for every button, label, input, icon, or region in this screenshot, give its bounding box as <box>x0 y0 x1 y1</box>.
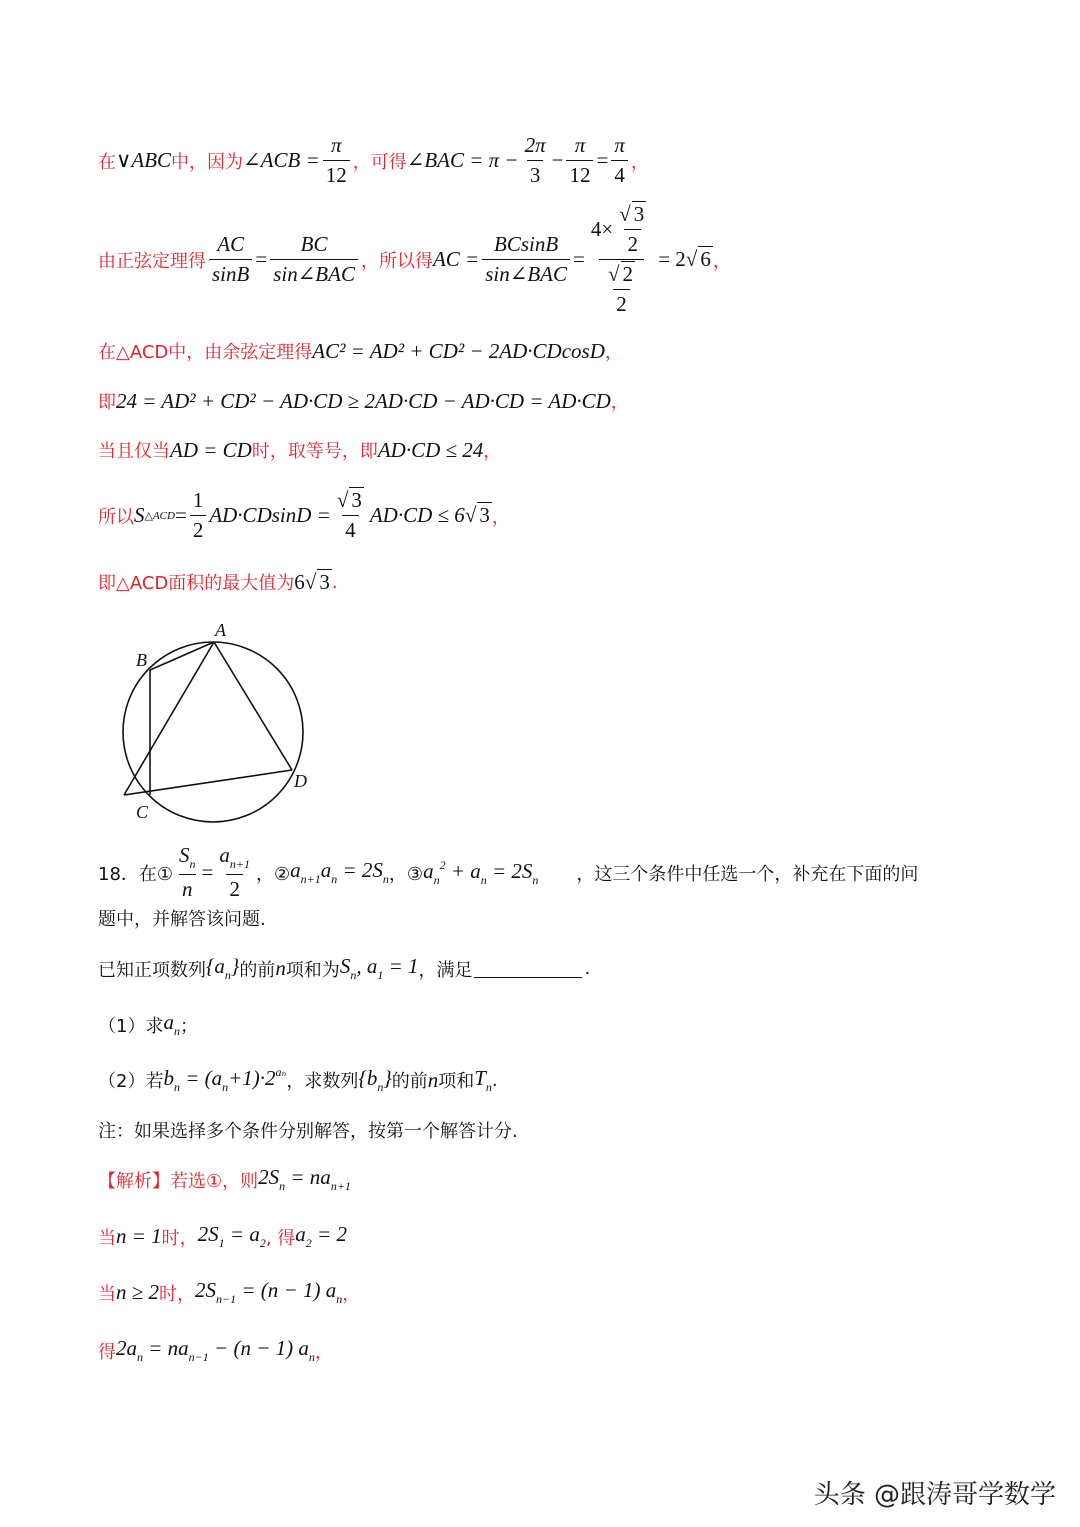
solution-18-line-3: 当 n ≥ 2 时， $2S_{n-1} = (n - 1)$ $a_n$ ， <box>98 1278 361 1306</box>
label-a: A <box>215 620 226 640</box>
text-lead: 由正弦定理得 <box>98 250 206 272</box>
fraction-pi-12b: $\frac{\pi}{12}$ <box>566 133 593 188</box>
segment-ab <box>150 642 214 670</box>
condition-1: $\frac{S_n}{n}$ <box>179 843 196 901</box>
solution-line-triangle-angles: 在 ∨ABC 中，因为 ∠ACB = $\frac{\pi}{12}$ ，可得 ∠BAC = π − $\frac{2\pi}{3}$ − $\frac{\pi}{12}$ = $\frac{\pi}{4}$ ， <box>98 133 649 187</box>
segment-ad <box>214 642 292 770</box>
note: 注：如果选择多个条件分别解答，按第一个解答计分. <box>98 1121 518 1142</box>
solution-line-cosine-law: 在△ACD中，由余弦定理得 AC² = AD² + CD² − 2AD·CDcosD ， <box>98 338 623 363</box>
solution-line-equality-case: 当且仅当 AD = CD 时，取等号，即 AD·CD ≤ 24 ， <box>98 437 502 462</box>
answer-blank <box>474 959 582 978</box>
fraction-bc-sinbac: $\frac{BC}{\text{sin∠BAC}}$ <box>270 232 358 287</box>
solution-line-inequality: 即 24 = AD² + CD² − AD·CD ≥ 2AD·CD − AD·CD = AD·CD ， <box>98 388 629 413</box>
fraction-pi-12: $\frac{\pi}{12}$ <box>323 133 350 188</box>
solution-line-sine-law: 由正弦定理得 $\frac{AC}{\sin B}$ = $\frac{BC}{\text{sin∠BAC}}$ ，所以得 AC = $\frac{BCsinB}{\text{sin∠BAC}}$ = 4× $\frac{√ 3}{2}$ $\frac{√ 2}{2}$ = 2 √ 6 ， <box>98 202 731 316</box>
fraction-pi-4: $\frac{\pi}{4}$ <box>611 133 628 188</box>
condition-2: $a_{n+1}a_n = 2S_n$ <box>290 858 389 886</box>
angle-acb: ∠ACB = <box>243 148 320 172</box>
solution-18-line-1: 【解析】 若选①，则 $2S_n = na_{n+1}$ <box>98 1165 351 1193</box>
analysis-tag: 【解析】 <box>98 1170 170 1192</box>
fraction-complex: 4× $\frac{√ 3}{2}$ $\frac{√ 2}{2}$ <box>590 202 645 316</box>
watermark: 头条 @跟涛哥学数学 <box>813 1480 1056 1510</box>
text: ，所以得 <box>360 250 433 272</box>
solution-18-line-2: 当 n = 1 时， $2S_1 = a_2$ , 得 $a_2 = 2$ <box>98 1222 347 1250</box>
triangle-abc: ∨ABC <box>116 148 172 172</box>
condition-3: $a_n^2 + a_n = 2S_n$ <box>423 857 539 887</box>
fraction-ac-sinb: $\frac{AC}{\sin B}$ <box>209 232 252 287</box>
circle-quadrilateral-figure <box>110 612 330 827</box>
problem-18-statement: 18． 在① $\frac{S_n}{n}$ = $\frac{a_{n+1}}{2}$ ，② $a_{n+1}a_n = 2S_n$ ，③ $a_n^2 + a_n = 2S_n$ ，这三个条件中任选一个，补充在下面的问 <box>98 843 919 901</box>
solution-18-line-4: 得 $2a_n = na_{n-1} - (n - 1)$ $a_n$ ， <box>98 1336 333 1364</box>
question-2: （2）若 $b_n = (a_n+1)\cdot 2^{a_n}$ ，求数列 $\{b_n\}$ 的前 n 项和 $T_n$ . <box>98 1065 498 1094</box>
formula-cosine: AC² = AD² + CD² − 2AD·CDcosD <box>312 338 605 363</box>
problem-18-given: 已知正项数列 $\{a_n\}$ 的前 n 项和为 $S_n$, $a_1 = 1$ ，满足 . <box>98 954 591 982</box>
text-lead: 在 <box>98 151 116 173</box>
label-b: B <box>136 650 147 670</box>
fraction-bcsinb: $\frac{BCsinB}{\text{sin∠BAC}}$ <box>482 232 570 287</box>
solution-line-conclusion: 即△ACD面积的最大值为 6 √ 3 . <box>98 569 338 594</box>
solution-line-area: 所以 S △ACD = $\frac{1}{2}$ AD·CDsinD = $\frac{√ 3}{4}$ AD·CD ≤ 6 √ 3 ， <box>98 488 510 542</box>
fraction-2pi-3: $\frac{2\pi}{3}$ <box>524 133 546 187</box>
label-c: C <box>136 802 149 822</box>
label-d: D <box>294 771 307 791</box>
question-1: （1）求 $a_n$ ； <box>98 1010 198 1038</box>
problem-number: 18． <box>98 863 139 885</box>
segment-cd <box>124 770 292 795</box>
text: 中，因为 <box>171 151 244 173</box>
angle-bac: ∠BAC = π − <box>406 148 519 172</box>
problem-18-statement-cont: 题中，并解答该问题. <box>98 909 266 930</box>
formula-inequality: 24 = AD² + CD² − AD·CD ≥ 2AD·CD − AD·CD = AD·CD <box>116 388 611 413</box>
text: ，可得 <box>352 151 407 173</box>
